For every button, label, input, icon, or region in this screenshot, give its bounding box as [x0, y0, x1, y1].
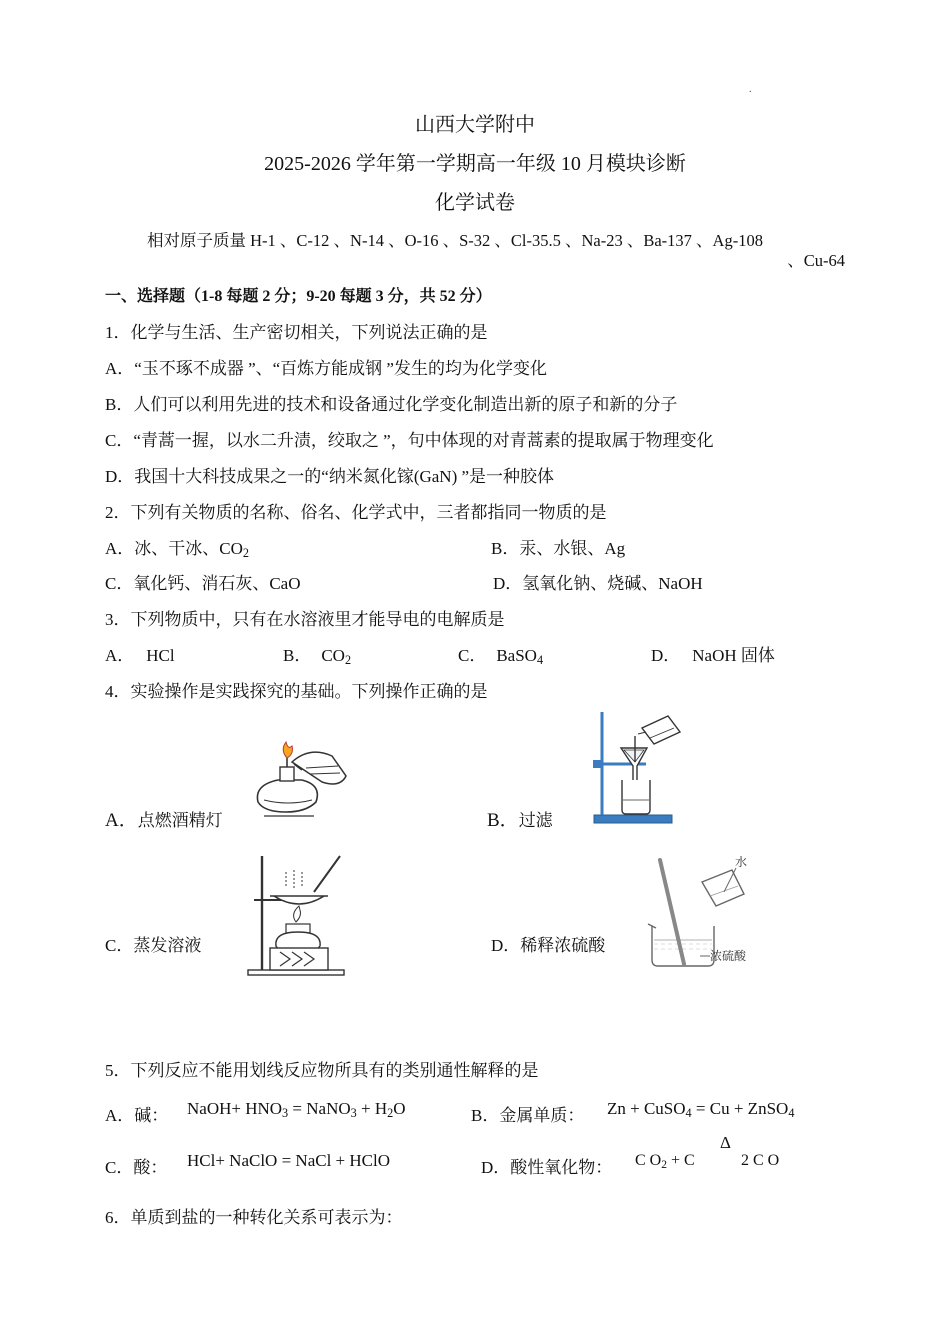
q2-option-d: D．氢氧化钠、烧碱、NaOH — [493, 574, 703, 593]
q5-option-a-label: A．碱： — [105, 1106, 169, 1125]
q3-option-a: A． HCl — [105, 646, 175, 665]
q5-option-c-label: C．酸： — [105, 1158, 168, 1177]
q1-stem: 1．化学与生活、生产密切相关，下列说法正确的是 — [105, 323, 488, 342]
q5-option-b-label: B．金属单质： — [471, 1106, 585, 1125]
q5-option-b-equation: Zn + CuSO$_4$ = Cu + ZnSO$_4$ — [607, 1099, 795, 1121]
atomic-mass-line-1: 相对原子质量 H-1 、C-12 、N-14 、O-16 、S-32 、Cl-35.5 、Na-23 、Ba-137 、Ag-108 — [147, 231, 763, 250]
q2-option-b: B．汞、水银、Ag — [491, 539, 626, 558]
figure-label-acid: 浓硫酸 — [710, 949, 747, 963]
q3-option-b: B． $CO_2$ — [283, 646, 352, 668]
q1-option-b: B．人们可以利用先进的技术和设备通过化学变化制造出新的原子和新的分子 — [105, 395, 678, 414]
subject-title: 化学试卷 — [435, 192, 515, 214]
q3-stem: 3．下列物质中，只有在水溶液里才能导电的电解质是 — [105, 610, 505, 629]
section-title: 一、选择题（1-8 每题 2 分；9-20 每题 3 分，共 52 分） — [105, 288, 492, 305]
q2-option-c: C．氧化钙、消石灰、CaO — [105, 574, 301, 593]
q5-option-d-equation: C $O_2 + C$ — [635, 1152, 695, 1171]
q5-option-c-equation: HCl+ NaClO = NaCl + HClO — [187, 1151, 391, 1170]
figure-dilution — [640, 852, 770, 972]
q1-option-c: C．“青蒿一握，以水二升渍，绞取之 ”，句中体现的对青蒿素的提取属于物理变化 — [105, 431, 714, 450]
q3-option-c: C． BaSO$_4$ — [458, 646, 544, 668]
school-title: 山西大学附中 — [415, 114, 535, 136]
q2-option-a: A．冰、干冰、$CO_2$ — [105, 539, 250, 561]
q4-option-a: A．点燃酒精灯 — [105, 810, 223, 831]
q5-option-d-label: D．酸性氧化物： — [481, 1158, 613, 1177]
q5-option-d-product: 2 C O — [741, 1152, 780, 1169]
q4-stem: 4．实验操作是实践探究的基础。下列操作正确的是 — [105, 682, 488, 701]
q3-option-d: D． NaOH 固体 — [651, 646, 775, 665]
page-mark: . — [749, 84, 752, 95]
q1-option-d: D．我国十大科技成果之一的“纳米氮化镓(GaN) ”是一种胶体 — [105, 467, 555, 486]
q2-stem: 2．下列有关物质的名称、俗名、化学式中，三者都指同一物质的是 — [105, 503, 607, 522]
q1-option-a: A．“玉不琢不成器 ”、“百炼方能成钢 ”发生的均为化学变化 — [105, 359, 547, 378]
q4-option-d: D．稀释浓硫酸 — [491, 936, 606, 955]
q5-option-a-equation: NaOH+ $HNO_3$ = NaNO$_3$ + $H_2O$ — [187, 1099, 406, 1121]
figure-filtration — [588, 710, 693, 825]
q5-delta-symbol: Δ — [720, 1133, 731, 1152]
figure-label-water: 水 — [735, 855, 748, 869]
q5-stem: 5．下列反应不能用划线反应物所具有的类别通性解释的是 — [105, 1061, 539, 1080]
q6-stem: 6．单质到盐的一种转化关系可表示为： — [105, 1208, 403, 1227]
q4-option-b: B．过滤 — [487, 810, 553, 831]
figure-alcohol-lamp — [250, 740, 350, 825]
exam-term-title: 2025-2026 学年第一学期高一年级 10 月模块诊断 — [264, 153, 686, 175]
figure-evaporation — [244, 852, 349, 977]
q4-option-c: C．蒸发溶液 — [105, 936, 202, 955]
atomic-mass-line-2: 、Cu-64 — [787, 251, 845, 270]
